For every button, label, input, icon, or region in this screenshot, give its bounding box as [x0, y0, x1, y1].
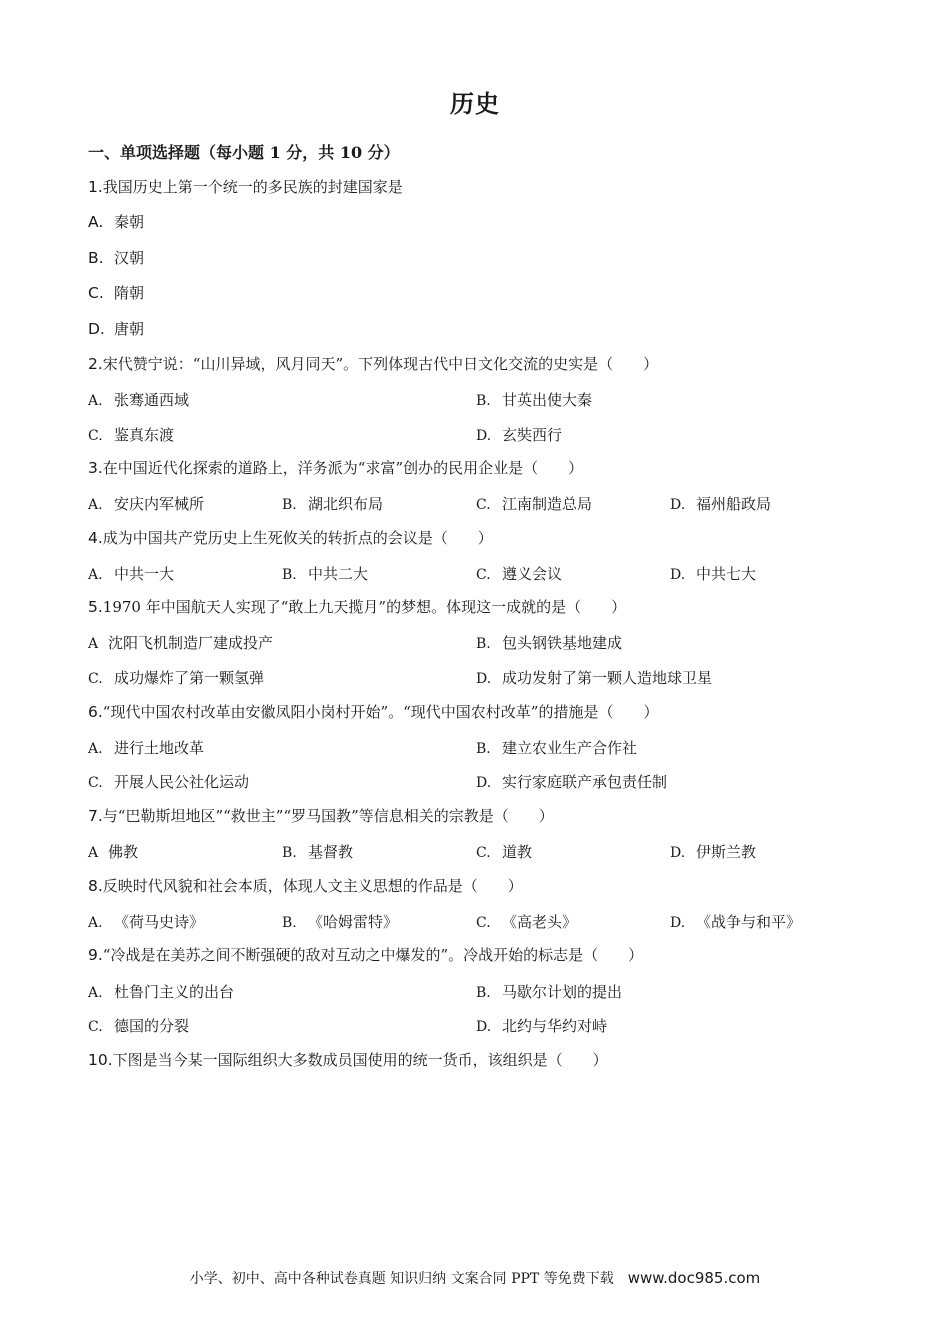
question-number: 8. — [88, 877, 103, 895]
option-letter: A. — [88, 741, 103, 757]
option-text: 甘英出使大秦 — [502, 391, 593, 409]
question-2-stem — [88, 353, 658, 374]
question-text: 与“巴勒斯坦地区”“救世主”“罗马国教”等信息相关的宗教是（ ） — [102, 807, 554, 825]
option-text: 安庆内军械所 — [114, 495, 205, 513]
option-text: 沈阳飞机制造厂建成投产 — [108, 634, 274, 652]
option-text: 玄奘西行 — [502, 426, 563, 444]
option-text: 成功发射了第一颗人造地球卫星 — [502, 669, 713, 687]
option-text: 马歇尔计划的提出 — [502, 983, 623, 1001]
option-letter: B. — [282, 915, 297, 931]
question-text: 在中国近代化探索的道路上，洋务派为“求富”创办的民用企业是（ ） — [102, 459, 584, 477]
option-letter: D. — [670, 567, 686, 583]
option-letter: D. — [670, 497, 686, 513]
option-text: 中共七大 — [696, 565, 757, 583]
option-text: 德国的分裂 — [114, 1017, 190, 1035]
option-letter: A — [88, 845, 99, 861]
question-text: 我国历史上第一个统一的多民族的封建国家是 — [102, 178, 403, 196]
option-text: 进行土地改革 — [114, 739, 205, 757]
question-9-stem — [88, 944, 643, 965]
option-8b — [282, 911, 398, 932]
question-4-stem — [88, 527, 493, 548]
question-number: 1. — [88, 178, 103, 196]
option-letter: C. — [476, 497, 491, 513]
option-4c — [476, 563, 562, 584]
question-number: 7. — [88, 807, 103, 825]
option-letter: A. — [88, 567, 103, 583]
option-2d — [476, 424, 562, 445]
question-number: 9. — [88, 946, 103, 964]
option-4b — [282, 563, 368, 584]
option-text: 中共二大 — [308, 565, 369, 583]
option-letter: C. — [88, 1019, 103, 1035]
option-text: 汉朝 — [114, 249, 145, 267]
option-letter: D. — [88, 320, 105, 338]
question-5-stem — [88, 596, 626, 617]
option-letter: B. — [476, 741, 491, 757]
option-letter: A. — [88, 497, 103, 513]
option-text: 建立农业生产合作社 — [502, 739, 638, 757]
option-2c — [88, 424, 174, 445]
option-letter: D. — [476, 671, 492, 687]
question-text: 宋代赞宁说：“山川异域，风月同天”。下列体现古代中日文化交流的史实是（ ） — [102, 355, 659, 373]
option-letter: D. — [476, 1019, 492, 1035]
option-text: 唐朝 — [114, 320, 145, 338]
option-8c — [476, 911, 577, 932]
option-letter: C. — [476, 915, 491, 931]
page-footer — [0, 1268, 950, 1288]
option-letter: C. — [88, 775, 103, 791]
option-5c — [88, 667, 264, 688]
question-text: “冷战是在美苏之间不断强硬的敌对互动之中爆发的”。冷战开始的标志是（ ） — [102, 946, 644, 964]
option-letter: B. — [282, 567, 297, 583]
option-text: 《哈姆雷特》 — [308, 913, 399, 931]
option-text: 江南制造总局 — [502, 495, 593, 513]
question-6-stem — [88, 701, 658, 722]
option-text: 中共一大 — [114, 565, 175, 583]
question-number: 3. — [88, 459, 103, 477]
option-letter: B. — [282, 497, 297, 513]
option-letter: D. — [476, 428, 492, 444]
question-7-stem — [88, 805, 554, 826]
option-9c — [88, 1015, 189, 1036]
question-1-stem — [88, 176, 403, 197]
section-heading: 一、单项选择题（每小题 1 分，共 10 分） — [88, 143, 400, 162]
option-text: 道教 — [502, 843, 533, 861]
option-text: 开展人民公社化运动 — [114, 773, 250, 791]
question-number: 2. — [88, 355, 103, 373]
question-3-stem — [88, 457, 583, 478]
option-text: 基督教 — [308, 843, 354, 861]
option-letter: A. — [88, 915, 103, 931]
option-text: 湖北织布局 — [308, 495, 384, 513]
option-letter: A. — [88, 393, 103, 409]
option-text: 《战争与和平》 — [696, 913, 802, 931]
option-7b — [282, 841, 353, 862]
question-text: 1970 年中国航天人实现了“敢上九天揽月”的梦想。体现这一成就的是（ ） — [102, 598, 627, 616]
option-3d — [670, 493, 771, 514]
option-letter: B. — [476, 393, 491, 409]
option-7c — [476, 841, 532, 862]
option-text: 成功爆炸了第一颗氢弹 — [114, 669, 265, 687]
option-2a — [88, 389, 189, 410]
question-8-stem — [88, 875, 523, 896]
option-3c — [476, 493, 592, 514]
option-letter: D. — [670, 915, 686, 931]
option-letter: B. — [476, 985, 491, 1001]
option-text: 《高老头》 — [502, 913, 578, 931]
option-text: 鉴真东渡 — [114, 426, 175, 444]
option-text: 福州船政局 — [696, 495, 772, 513]
option-text: 伊斯兰教 — [696, 843, 757, 861]
option-text: 实行家庭联产承包责任制 — [502, 773, 668, 791]
question-text: 成为中国共产党历史上生死攸关的转折点的会议是（ ） — [102, 529, 493, 547]
option-5a — [88, 632, 273, 653]
option-text: 佛教 — [108, 843, 139, 861]
option-letter: C. — [88, 428, 103, 444]
option-letter: A. — [88, 213, 104, 231]
option-letter: D. — [670, 845, 686, 861]
option-7d — [670, 841, 756, 862]
option-9d — [476, 1015, 607, 1036]
option-letter: C. — [88, 671, 103, 687]
option-9a — [88, 981, 234, 1002]
option-1c — [88, 282, 144, 303]
question-text: “现代中国农村改革由安徽凤阳小岗村开始”。“现代中国农村改革”的措施是（ ） — [102, 703, 659, 721]
option-letter: C. — [88, 284, 104, 302]
option-letter: A. — [88, 985, 103, 1001]
option-letter: B. — [88, 249, 104, 267]
option-text: 秦朝 — [114, 213, 145, 231]
question-number: 10. — [88, 1051, 113, 1069]
option-text: 包头钢铁基地建成 — [502, 634, 623, 652]
option-8d — [670, 911, 801, 932]
question-number: 5. — [88, 598, 103, 616]
option-4d — [670, 563, 756, 584]
page-title: 历史 — [450, 89, 500, 118]
option-letter: B. — [282, 845, 297, 861]
question-number: 6. — [88, 703, 103, 721]
option-9b — [476, 981, 622, 1002]
option-letter: C. — [476, 567, 491, 583]
option-1d — [88, 318, 144, 339]
option-8a — [88, 911, 204, 932]
footer-text: 小学、初中、高中各种试卷真题 知识归纳 文案合同 PPT 等免费下载 — [189, 1271, 614, 1287]
option-text: 《荷马史诗》 — [114, 913, 205, 931]
option-6b — [476, 737, 637, 758]
option-letter: B. — [476, 636, 491, 652]
option-6c — [88, 771, 249, 792]
option-letter: A — [88, 636, 99, 652]
option-1b — [88, 247, 144, 268]
option-5b — [476, 632, 622, 653]
option-text: 遵义会议 — [502, 565, 563, 583]
option-3b — [282, 493, 383, 514]
option-letter: D. — [476, 775, 492, 791]
option-text: 张骞通西域 — [114, 391, 190, 409]
option-6a — [88, 737, 204, 758]
option-6d — [476, 771, 667, 792]
question-text: 反映时代风貌和社会本质，体现人文主义思想的作品是（ ） — [102, 877, 523, 895]
option-7a — [88, 841, 138, 862]
option-2b — [476, 389, 592, 410]
option-text: 隋朝 — [114, 284, 145, 302]
option-letter: C. — [476, 845, 491, 861]
footer-link[interactable]: www.doc985.com — [627, 1269, 761, 1287]
option-3a — [88, 493, 204, 514]
option-1a — [88, 211, 144, 232]
option-text: 杜鲁门主义的出台 — [114, 983, 235, 1001]
question-number: 4. — [88, 529, 103, 547]
option-4a — [88, 563, 174, 584]
question-10-stem — [88, 1049, 608, 1070]
option-text: 北约与华约对峙 — [502, 1017, 608, 1035]
question-text: 下图是当今某一国际组织大多数成员国使用的统一货币，该组织是（ ） — [112, 1051, 608, 1069]
option-5d — [476, 667, 712, 688]
